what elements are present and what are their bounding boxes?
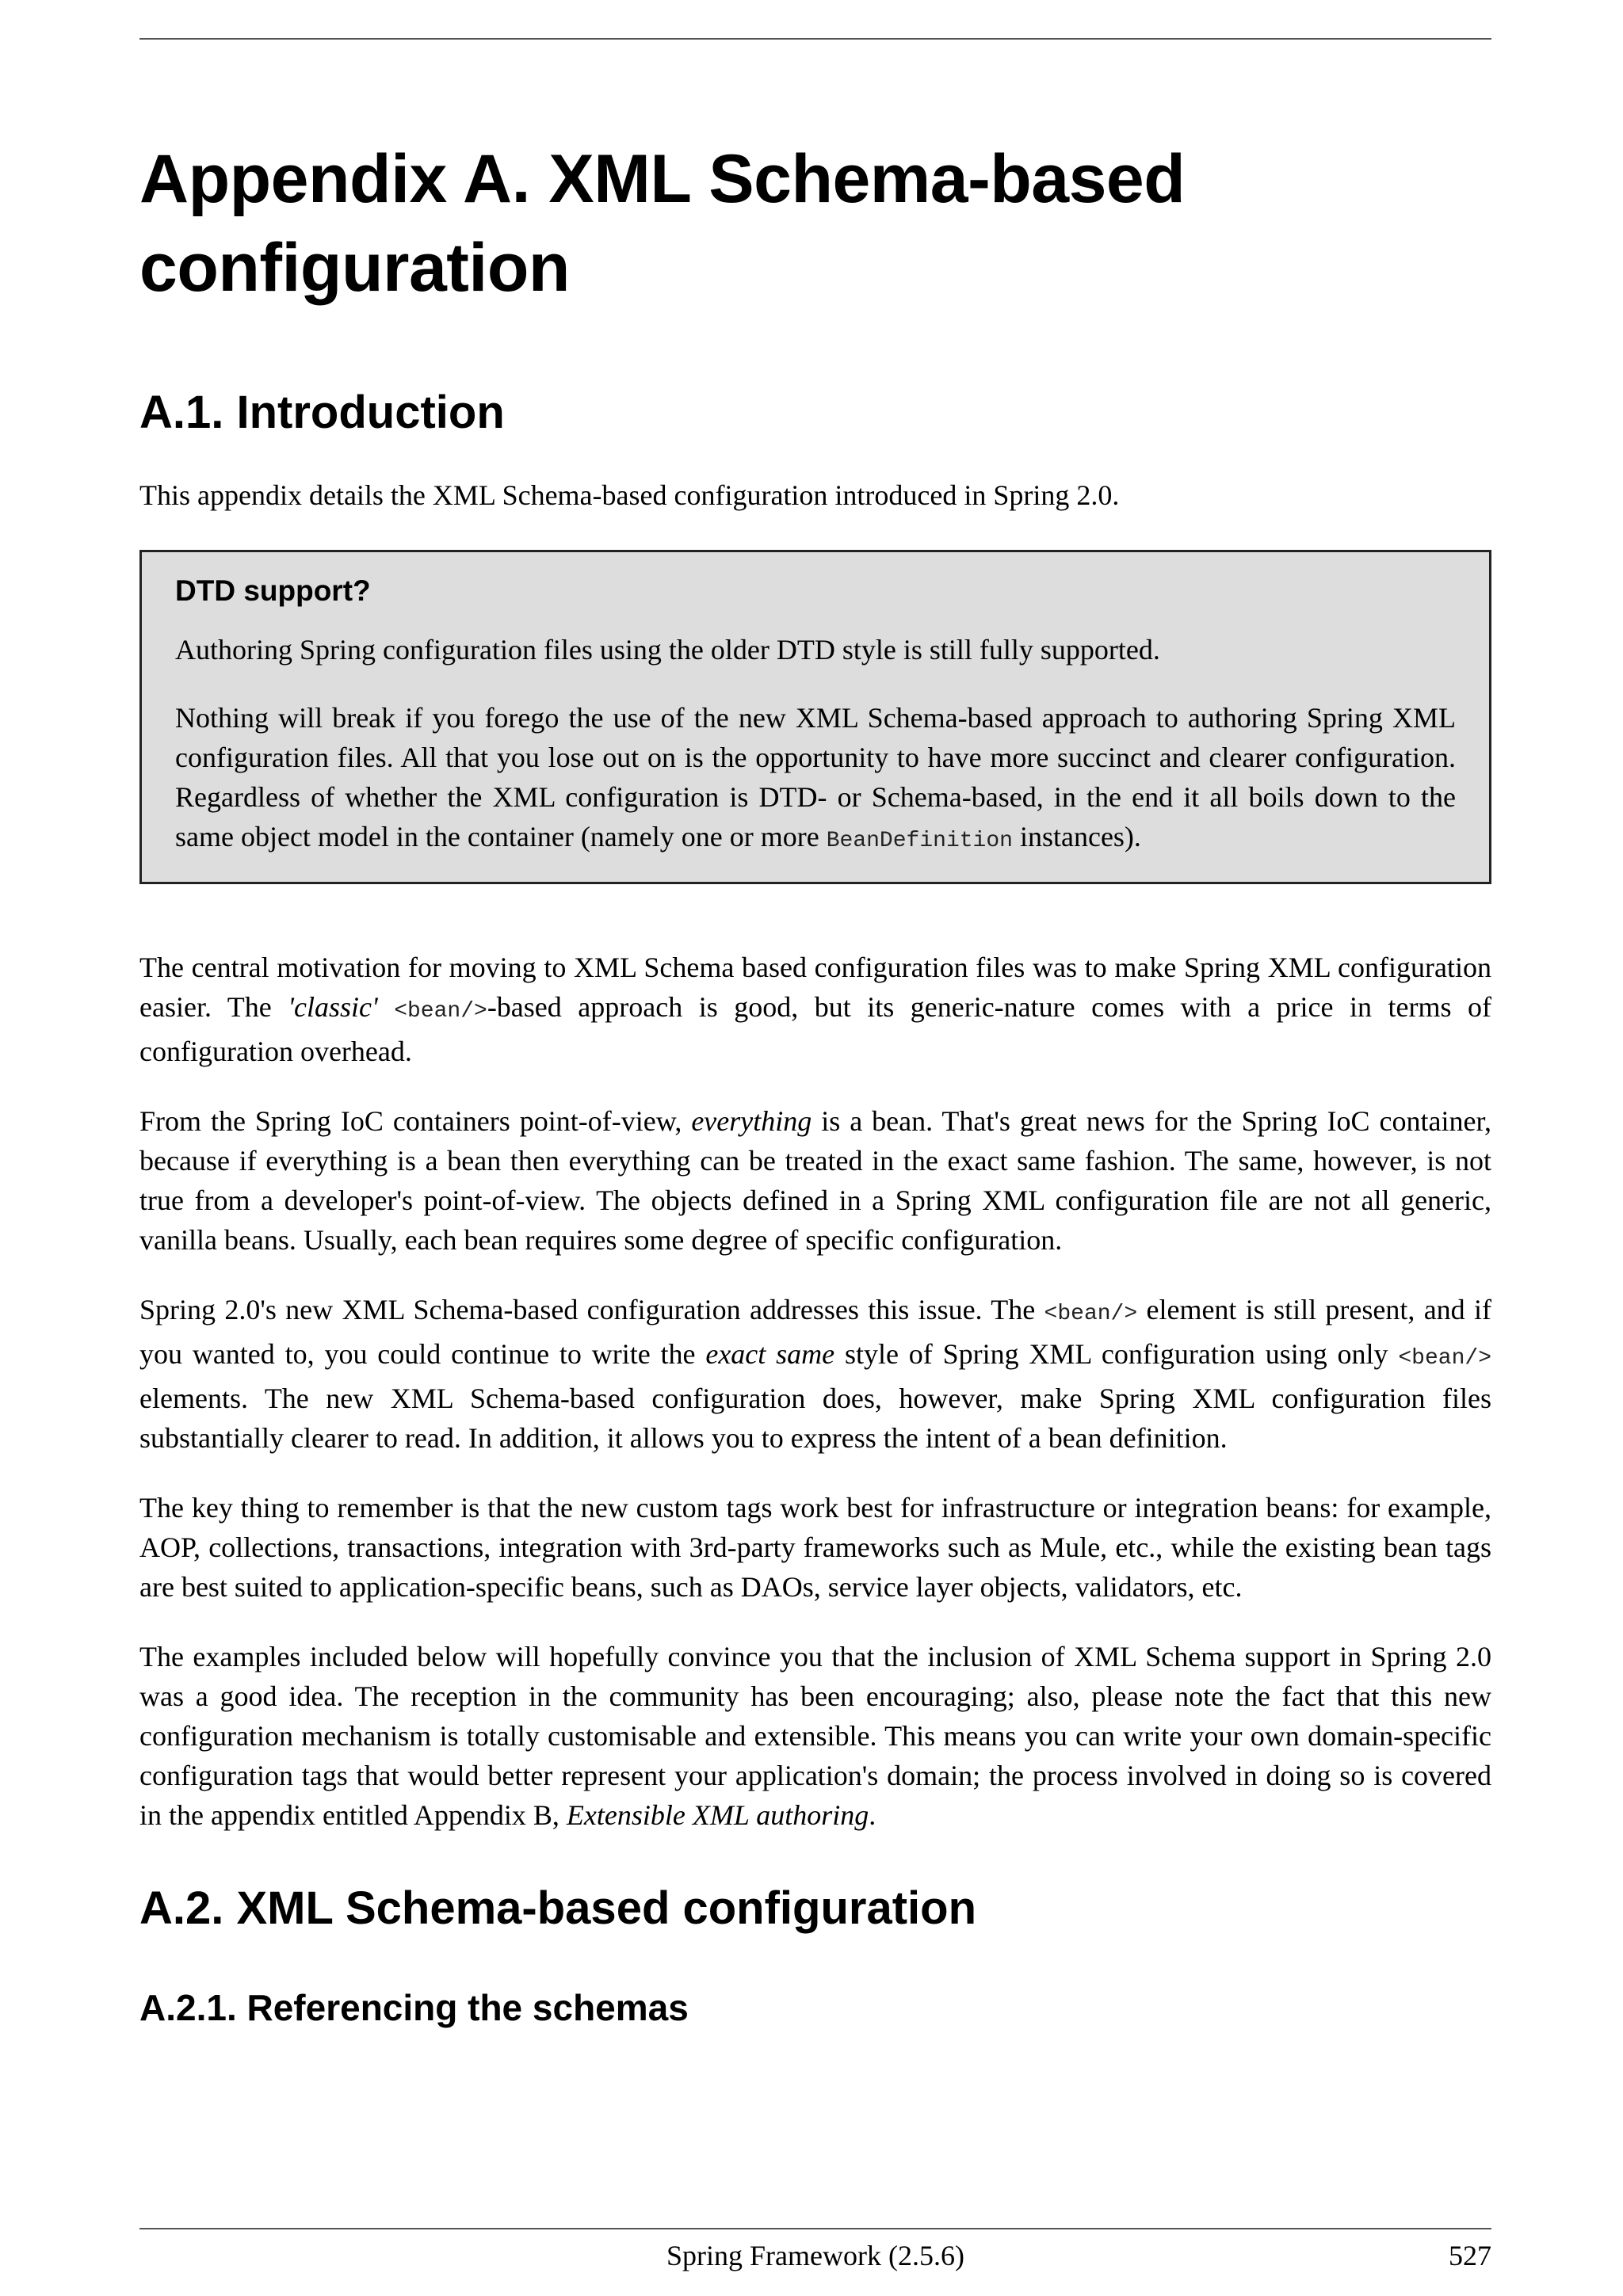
- emphasis-extensible-xml-authoring[interactable]: Extensible XML authoring: [566, 1799, 869, 1831]
- text: style of Spring XML configuration using only: [834, 1338, 1399, 1370]
- text: elements. The new XML Schema-based configuration does, however, make Spring XML configuration files substantially clearer to read. In addition, it allows you to express the intent of a bean definition.: [139, 1383, 1491, 1454]
- emphasis-exact-same: exact same: [705, 1338, 835, 1370]
- subsection-heading-referencing-schemas: A.2.1. Referencing the schemas: [139, 1987, 689, 2028]
- dtd-support-note: [139, 550, 1491, 884]
- footer-rule: [139, 2228, 1491, 2229]
- text: From the Spring IoC containers point-of-view,: [139, 1105, 692, 1137]
- note-title: DTD support?: [175, 574, 371, 607]
- emphasis-everything: everything: [691, 1105, 812, 1137]
- page-title: [139, 135, 1491, 312]
- text: element is still present, and if you wanted to, you could continue to write the: [139, 1294, 1491, 1370]
- page-content: [139, 135, 1491, 2030]
- paragraph-motivation: [139, 948, 1491, 1071]
- section-heading-introduction: A.1. Introduction: [139, 387, 505, 438]
- page-number: 527: [1449, 2240, 1491, 2271]
- text: The central motivation for moving to XML Schema based configuration files was to make Spring XML configuration easier. The: [139, 952, 1491, 1023]
- text: .: [869, 1799, 876, 1831]
- paragraph-examples: [139, 1637, 1491, 1835]
- emphasis-classic: 'classic': [288, 991, 378, 1023]
- body-paragraphs: [139, 948, 1491, 1835]
- note-paragraph-2: [175, 698, 1456, 861]
- text: is a bean. That's great news for the Spring IoC container, because if everything is a bean then everything can be treated in the exact same fashion. The same, however, is not true from a developer's point-of-view. The objects defined in a Spring XML configuration file are not all generic, vanilla beans. Usually, each bean requires some degree of specific configuration.: [139, 1105, 1491, 1256]
- code-bean: <bean/>: [394, 999, 487, 1024]
- text: The examples included below will hopefully convince you that the inclusion of XML Schema support in Spring 2.0 was a good idea. The reception in the community has been encouraging; also, please note the fact that this new configuration mechanism is totally customisable and extensible. This means you can write your own domain-specific configuration tags that would better represent your application's domain; the process involved in doing so is covered in the appendix entitled: [139, 1641, 1491, 1831]
- appendix-b-link[interactable]: Appendix B,: [413, 1799, 567, 1831]
- header-rule: [139, 38, 1491, 40]
- code-bean: <bean/>: [1398, 1346, 1491, 1371]
- paragraph-spring-2-config: [139, 1290, 1491, 1458]
- paragraph-everything-bean: [139, 1101, 1491, 1260]
- section-heading-xml-schema-config: A.2. XML Schema-based configuration: [139, 1882, 977, 1934]
- page-footer: [139, 2236, 1491, 2275]
- note-text-end: instances).: [1012, 821, 1141, 852]
- code-bean: <bean/>: [1044, 1302, 1138, 1326]
- intro-paragraph: This appendix details the XML Schema-based configuration introduced in Spring 2.0.: [139, 479, 1120, 511]
- title-line-1: Appendix A. XML Schema-based: [139, 141, 1186, 217]
- code-beandefinition: BeanDefinition: [826, 829, 1013, 853]
- title-line-2: configuration: [139, 230, 570, 306]
- text: -based approach is good, but its generic-nature comes with a price in terms of configuration overhead.: [139, 991, 1491, 1067]
- text: Spring 2.0's new XML Schema-based configuration addresses this issue. The: [139, 1294, 1044, 1325]
- note-paragraph-1: Authoring Spring configuration files using the older DTD style is still fully supported.: [175, 634, 1160, 666]
- footer-title: Spring Framework (2.5.6): [666, 2240, 964, 2271]
- note-text: Nothing will break if you forego the use of the new XML Schema-based approach to authoring Spring XML configuration files. All that you lose out on is the opportunity to have more succinct and clearer configuration. Regardless of whether the XML configuration is DTD- or Schema-based, in the end it all boils down to the same object model in the container (namely one or more: [175, 702, 1456, 852]
- paragraph-custom-tags: The key thing to remember is that the new custom tags work best for infrastructure or integration beans: for example, AOP, collections, transactions, integration with 3rd-party frameworks such as Mule, etc., while the existing bean tags are best suited to application-specific beans, such as DAOs, service layer objects, validators, etc.: [139, 1492, 1491, 1603]
